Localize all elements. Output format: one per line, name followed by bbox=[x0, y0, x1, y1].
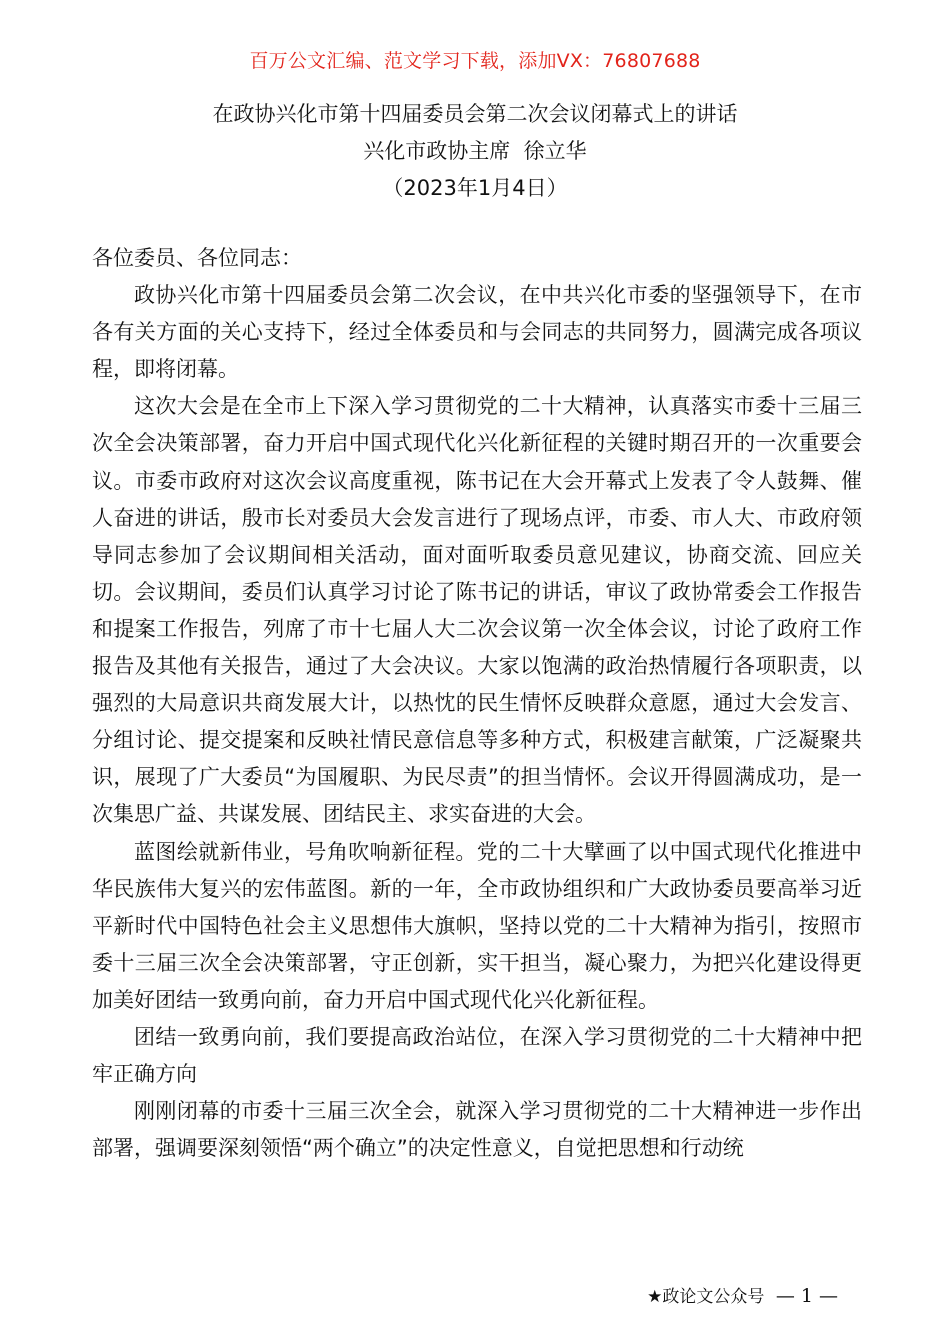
promo-banner: 百万公文汇编、范文学习下载，添加VX：76807688 bbox=[249, 50, 701, 72]
speaker-line: 兴化市政协主席 徐立华 bbox=[363, 139, 587, 163]
paragraph: 政协兴化市第十四届委员会第二次会议，在中共兴化市委的坚强领导下，在市各有关方面的关心支持下，经过全体委员和与会同志的共同努力，圆满完成各项议程，即将闭幕。 bbox=[92, 283, 862, 382]
salutation: 各位委员、各位同志： bbox=[92, 246, 302, 270]
paragraph: 这次大会是在全市上下深入学习贯彻党的二十大精神，认真落实市委十三届三次全会决策部署，奋力开启中国式现代化兴化新征程的关键时期召开的一次重要会议。市委市政府对这次会议高度重视，陈书记在大会开幕式上发表了令人鼓舞、催人奋进的讲话，殷市长对委员大会发言进行了现场点评，市委、市人大、市政府领导同志参加了会议期间相关活动，面对面听取委员意见建议，协商交流、回应关切。会议期间，委员们认真学习讨论了陈书记的讲话，审议了政协常委会工作报告和提案工作报告，列席了市十七届人大二次会议第一次全体会议，讨论了政府工作报告及其他有关报告，通过了大会决议。大家以饱满的政治热情履行各项职责，以强烈的大局意识共商发展大计，以热忱的民生情怀反映群众意愿，通过大会发言、分组讨论、提交提案和反映社情民意信息等多种方式，积极建言献策，广泛凝聚共识，展现了广大委员“为国履职、为民尽责”的担当情怀。会议开得圆满成功，是一次集思广益、共谋发展、团结民主、求实奋进的大会。 bbox=[92, 394, 862, 827]
section-heading: 团结一致勇向前，我们要提高政治站位，在深入学习贯彻党的二十大精神中把牢正确方向 bbox=[92, 1024, 862, 1087]
paragraph: 蓝图绘就新伟业，号角吹响新征程。党的二十大擘画了以中国式现代化推进中华民族伟大复兴的宏伟蓝图。新的一年，全市政协组织和广大政协委员要高举习近平新时代中国特色社会主义思想伟大旗帜，坚持以党的二十大精神为指引，按照市委十三届三次全会决策部署，守正创新，实干担当，凝心聚力，为把兴化建设得更加美好团结一致勇向前，奋力开启中国式现代化兴化新征程。 bbox=[92, 839, 862, 1012]
document-body bbox=[92, 240, 862, 1167]
paragraph: 刚刚闭幕的市委十三届三次全会，就深入学习贯彻党的二十大精神进一步作出部署，强调要深刻领悟“两个确立”的决定性意义，自觉把思想和行动统 bbox=[92, 1099, 862, 1161]
page-number: — 1 — bbox=[775, 1285, 838, 1307]
document-header bbox=[0, 96, 950, 207]
page-footer bbox=[647, 1282, 838, 1307]
footer-source: ★政论文公众号 bbox=[647, 1287, 765, 1307]
document-title: 在政协兴化市第十四届委员会第二次会议闭幕式上的讲话 bbox=[212, 102, 738, 126]
speech-date: （2023年1月4日） bbox=[382, 176, 568, 200]
